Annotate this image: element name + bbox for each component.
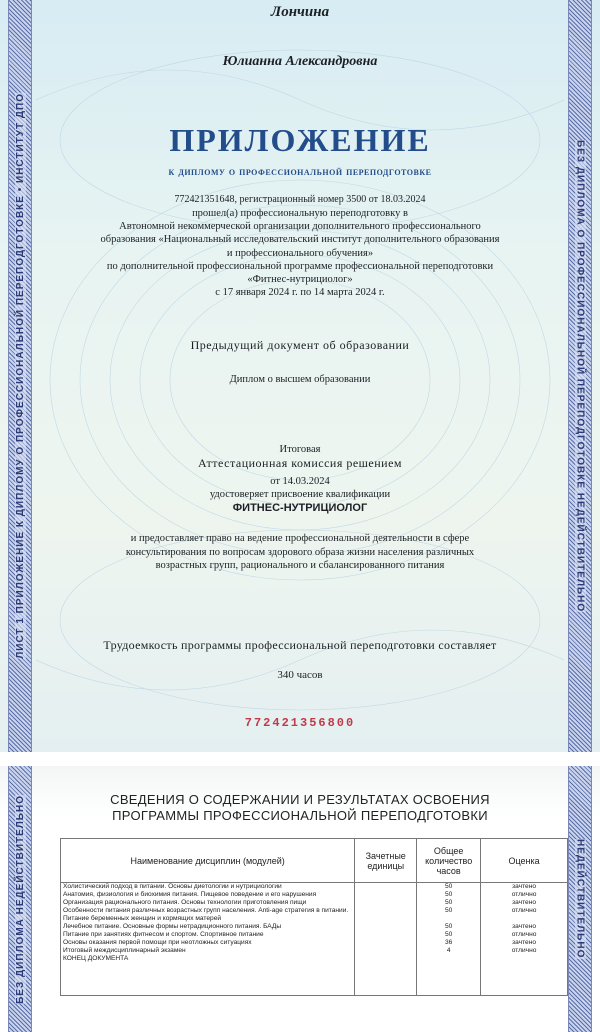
discipline-hours: 4 [417,947,481,955]
discipline-hours: 50 [417,923,481,931]
training-line: по дополнительной профессиональной программе профессиональной переподготовки [106,260,494,272]
table-header-row [61,839,568,883]
table-row [61,883,568,892]
discipline-grade [481,955,568,995]
discipline-name: Холистический подход в питании. Основы диетологии и нутрициологии [61,883,355,892]
document-title: ПРИЛОЖЕНИЕ [169,122,431,158]
final-label: Итоговая [279,444,321,455]
discipline-name: Особенности питания различных возрастных групп населения. Anti-age стратегия в питании. Питание беременных женщин и кормящих матерей [61,907,355,923]
discipline-name: Лечебное питание. Основные формы нетрадиционного питания. БАДы [61,923,355,931]
discipline-grade: отлично [481,907,568,923]
end-of-document: КОНЕЦ ДОКУМЕНТА [61,955,355,995]
labor-intensity-label: Трудоемкость программы профессиональной переподготовки составляет [103,638,497,652]
discipline-name: Организация рационального питания. Основы технологии приготовления пищи [61,899,355,907]
decision-date: от 14.03.2024 [270,476,330,487]
discipline-name: Питание при занятиях фитнесом и спортом. Спортивное питание [61,931,355,939]
training-line: прошел(а) профессиональную переподготовку в [192,208,408,219]
side-strip-text-right: БЕЗ ДИПЛОМА О ПРОФЕССИОНАЛЬНОЙ ПЕРЕПОДГОТОВКЕ НЕДЕЙСТВИТЕЛЬНО [574,139,586,613]
holder-surname: Лончина [270,4,330,20]
training-line: образования «Национальный исследовательский институт дополнительного образования [100,234,500,246]
discipline-hours [417,955,481,995]
grants-line: возрастных групп, рационального и сбалансированного питания [155,560,445,571]
grants-line: консультирования по вопросам здорового образа жизни населения различных [125,546,475,558]
header-discipline: Наименование дисциплин (модулей) [61,839,355,883]
discipline-grade: отлично [481,891,568,899]
training-line: и профессионального обучения» [226,247,374,259]
discipline-hours: 50 [417,931,481,939]
decorative-side-strip-right [568,766,592,1032]
discipline-name: Основы оказания первой помощи при неотложных ситуациях [61,939,355,947]
serial-number: 772421356800 [244,716,356,730]
table-row [61,907,568,923]
decorative-side-strip-right [568,0,592,752]
side-strip-text-left: БЕЗ ДИПЛОМА НЕДЕЙСТВИТЕЛЬНО [14,794,26,1004]
training-description [40,207,560,299]
discipline-grade: зачтено [481,899,568,907]
document-subtitle: к диплому о профессиональной переподготовке [168,164,432,178]
discipline-name: Итоговый междисциплинарный экзамен [61,947,355,955]
discipline-grade: отлично [481,931,568,939]
grants-text [40,532,560,573]
header-total-hours: Общее количество часов [417,839,481,883]
discipline-grade: зачтено [481,939,568,947]
discipline-hours: 50 [417,907,481,923]
total-hours: 340 часов [277,669,323,681]
training-period: с 17 января 2024 г. по 14 марта 2024 г. [215,287,385,299]
training-line: Автономной некоммерческой организации дополнительного профессионального [119,221,481,233]
qualification-name: ФИТНЕС-НУТРИЦИОЛОГ [232,502,368,514]
content-section-title [60,792,540,824]
decorative-side-strip-left [8,766,32,1032]
grants-line: и предоставляет право на ведение профессиональной деятельности в сфере [130,533,470,544]
table-row-end [61,955,568,995]
discipline-name: Анатомия, физиология и биохимия питания. Пищевое поведение и его нарушения [61,891,355,899]
page-separator [0,752,600,766]
table-row [61,923,568,931]
registration-number: 772421351648, регистрационный номер 3500 от 18.03.2024 [174,194,426,205]
table-row [61,947,568,955]
table-row [61,931,568,939]
discipline-hours: 50 [417,891,481,899]
appendix-page-2 [0,766,600,1032]
discipline-hours: 36 [417,939,481,947]
previous-document-label: Предыдущий документ об образовании [190,338,410,352]
content-title-line: ПРОГРАММЫ ПРОФЕССИОНАЛЬНОЙ ПЕРЕПОДГОТОВКИ [112,808,488,823]
previous-document-value: Диплом о высшем образовании [229,374,371,385]
discipline-hours: 50 [417,883,481,892]
decorative-side-strip-left [8,0,32,752]
discipline-grade: зачтено [481,883,568,892]
header-credits: Зачетные единицы [355,839,417,883]
holder-name: Юлианна Александровна [222,54,378,69]
side-strip-text-left: ЛИСТ 1 ПРИЛОЖЕНИЕ К ДИПЛОМУ О ПРОФЕССИОНАЛЬНОЙ ПЕРЕПОДГОТОВКЕ • ИНСТИТУТ ДПО [14,93,26,659]
discipline-hours: 50 [417,899,481,907]
table-row [61,899,568,907]
discipline-grade: зачтено [481,923,568,931]
side-strip-text-right: НЕДЕЙСТВИТЕЛЬНО [574,839,586,959]
certifies-text: удостоверяет присвоение квалификации [209,489,391,500]
table-row [61,891,568,899]
program-name: «Фитнес-нутрициолог» [247,274,353,286]
discipline-grade: отлично [481,947,568,955]
content-title-line: СВЕДЕНИЯ О СОДЕРЖАНИИ И РЕЗУЛЬТАТАХ ОСВОЕНИЯ [110,792,490,807]
table-row [61,939,568,947]
header-grade: Оценка [481,839,568,883]
commission-label: Аттестационная комиссия решением [197,456,402,470]
disciplines-table [60,838,568,996]
